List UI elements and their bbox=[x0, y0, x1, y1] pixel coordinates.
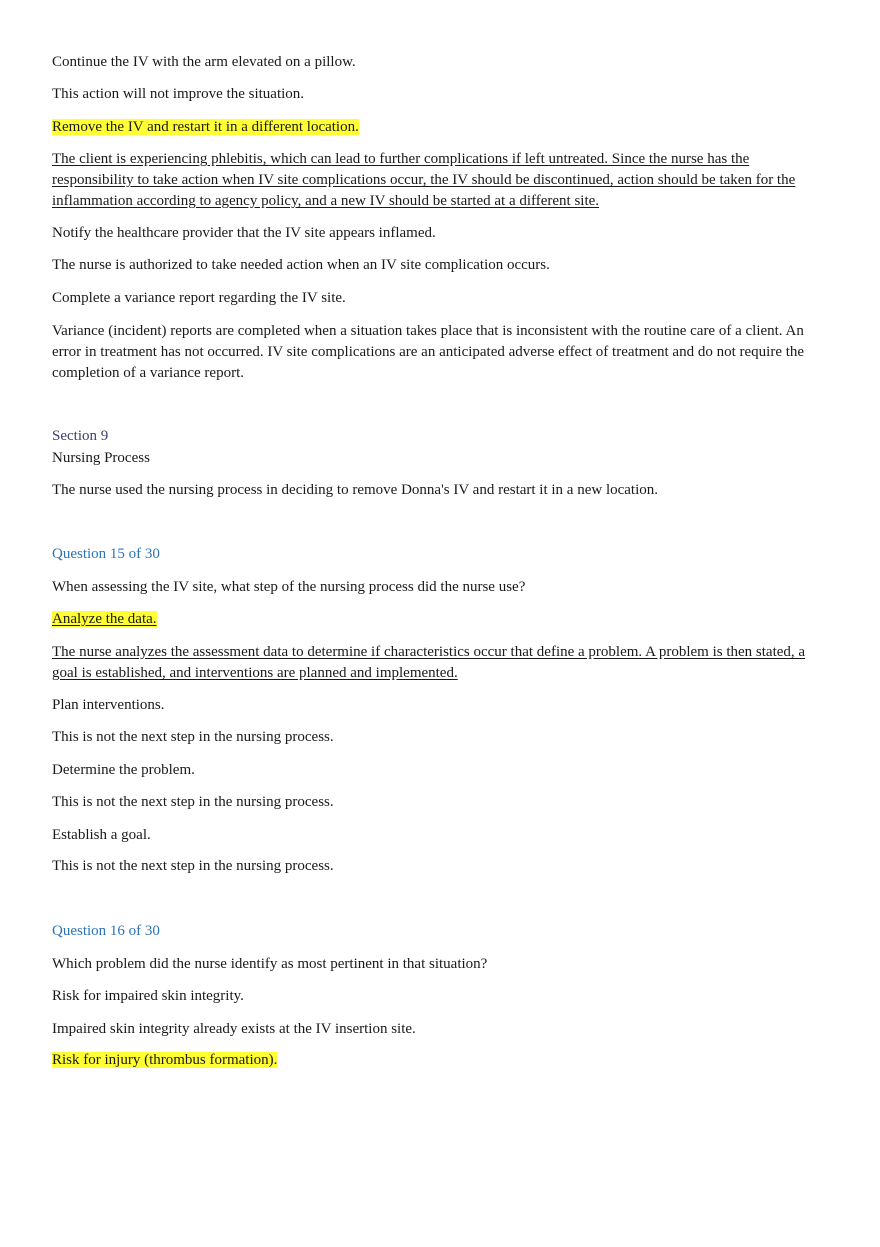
q15-feedback-plan: This is not the next step in the nursing process. bbox=[52, 729, 334, 745]
q15-option-analyze-text: Analyze the data. bbox=[52, 611, 157, 627]
q15-option-plan: Plan interventions. bbox=[52, 697, 165, 713]
q14-feedback-notify: The nurse is authorized to take needed action when an IV site complication occurs. bbox=[52, 257, 550, 273]
q15-feedback-goal: This is not the next step in the nursing process. bbox=[52, 858, 334, 874]
section-9-intro: The nurse used the nursing process in deciding to remove Donna's IV and restart it in a new location. bbox=[52, 482, 659, 498]
q14-rationale-remove: The client is experiencing phlebitis, which can lead to further complications if left untreated. Since the nurse has the responsibility to take action when IV site complications occur, the IV should be discontinued, action should be taken for the inflammation according to agency policy, and a new IV should be started at a different site. bbox=[52, 151, 796, 209]
q15-feedback-determine: This is not the next step in the nursing process. bbox=[52, 794, 334, 810]
q14-feedback-elevate: This action will not improve the situation. bbox=[52, 86, 305, 102]
q14-option-variance: Complete a variance report regarding the IV site. bbox=[52, 290, 346, 306]
q15-option-goal: Establish a goal. bbox=[52, 827, 151, 843]
q16-option-injury-correct bbox=[52, 1050, 277, 1071]
q15-label: Question 15 of 30 bbox=[52, 546, 160, 562]
q16-option-skin: Risk for impaired skin integrity. bbox=[52, 988, 244, 1004]
section-9-title: Nursing Process bbox=[52, 450, 150, 466]
q16-option-injury-text: Risk for injury (thrombus formation). bbox=[52, 1052, 278, 1068]
q16-feedback-skin: Impaired skin integrity already exists at the IV insertion site. bbox=[52, 1021, 416, 1037]
q15-stem: When assessing the IV site, what step of the nursing process did the nurse use? bbox=[52, 579, 526, 595]
q15-option-determine: Determine the problem. bbox=[52, 762, 195, 778]
q14-option-remove-correct bbox=[52, 117, 359, 138]
q15-option-analyze-correct bbox=[52, 609, 157, 630]
q16-stem: Which problem did the nurse identify as most pertinent in that situation? bbox=[52, 956, 488, 972]
q15-rationale-analyze: The nurse analyzes the assessment data to determine if characteristics occur that define a problem. A problem is then stated, a goal is established, and interventions are planned and implemented. bbox=[52, 644, 806, 681]
q16-label: Question 16 of 30 bbox=[52, 923, 160, 939]
section-9-label: Section 9 bbox=[52, 428, 109, 444]
q14-option-remove-text: Remove the IV and restart it in a different location. bbox=[52, 119, 359, 135]
q14-feedback-variance: Variance (incident) reports are completed when a situation takes place that is inconsistent with the routine care of a client. An error in treatment has not occurred. IV site complications are an anticipated adverse effect of treatment and do not require the completion of a variance report. bbox=[52, 323, 805, 381]
q14-option-elevate: Continue the IV with the arm elevated on a pillow. bbox=[52, 54, 356, 70]
q14-option-notify: Notify the healthcare provider that the IV site appears inflamed. bbox=[52, 225, 436, 241]
